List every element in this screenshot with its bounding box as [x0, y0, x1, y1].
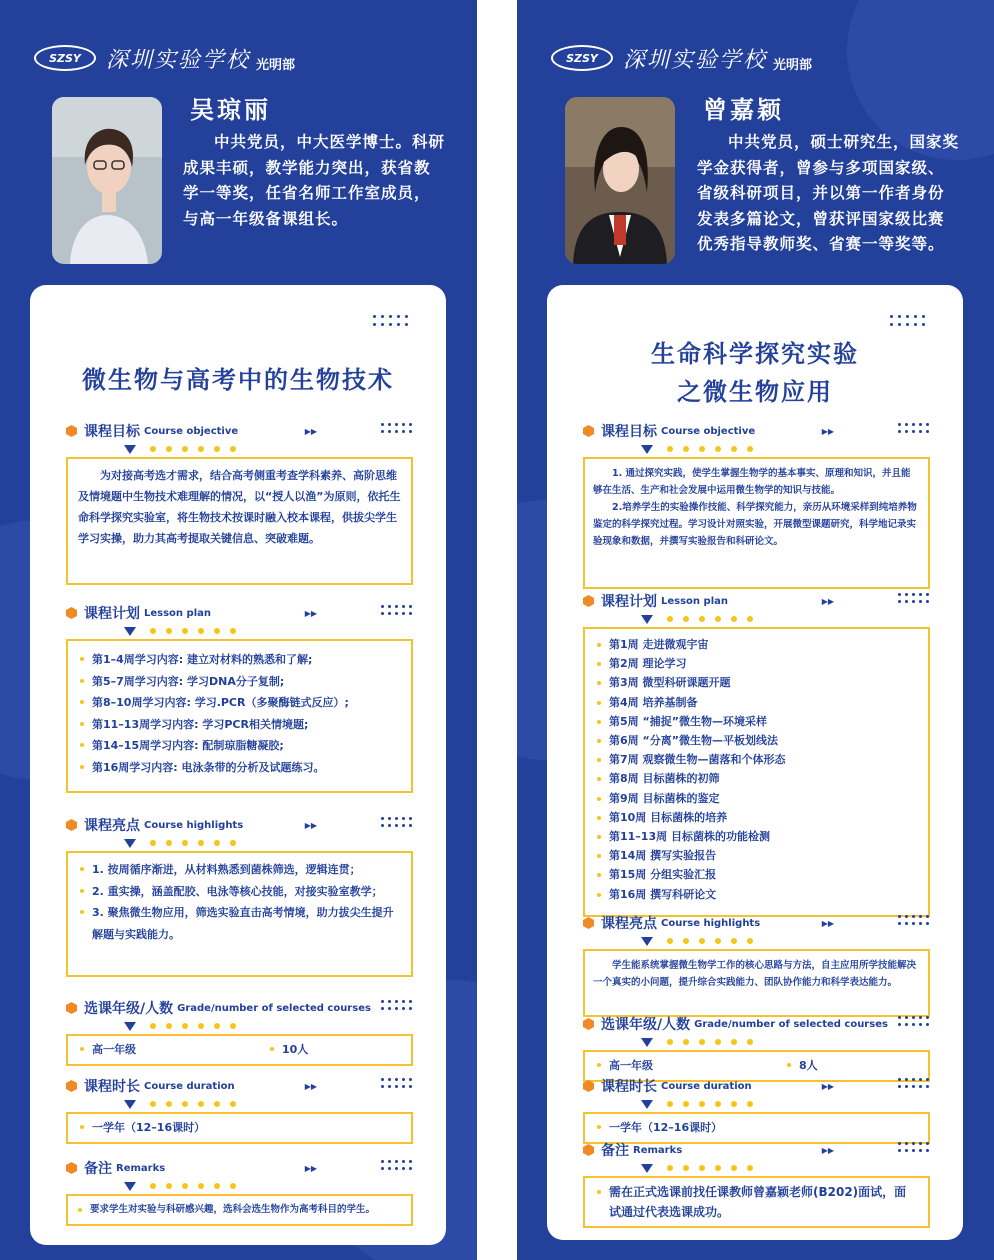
objective-text-2: 2.培养学生的实验操作技能、科学探究能力，亲历从环境采样到纯培养物鉴定的科学探究过程。学习设计对照实验，开展微型课题研究，科学地记录实验现象和数据，并撰写实验报告和科研论文。: [593, 502, 917, 547]
teacher-bio: 中共党员，硕士研究生，国家奖学金获得者，曾参与多项国家级、省级科研项目，并以第一作者身份发表多篇论文，曾获评国家级比赛优秀指导教师奖、省赛一等奖等。: [697, 133, 960, 253]
grade-value: 高一年级: [595, 1055, 785, 1077]
section-plan: [66, 603, 413, 793]
dot-grid-decoration: [898, 1142, 930, 1152]
double-arrow-icon: ▶▶: [304, 608, 317, 618]
double-arrow-icon: ▶▶: [821, 918, 834, 928]
down-triangle-icon: [641, 1164, 653, 1173]
course-title: 微生物与高考中的生物技术: [82, 366, 394, 394]
list-item: 第11–13周 目标菌株的功能检测: [595, 827, 918, 846]
section-title-en: Grade/number of selected courses: [694, 1018, 888, 1030]
down-triangle-icon: [124, 1100, 136, 1109]
section-grade: [583, 1014, 930, 1082]
double-arrow-icon: ▶▶: [304, 1081, 317, 1091]
dot-grid-decoration: [890, 315, 928, 326]
branch-name: 光明部: [773, 57, 813, 73]
list-item: 第4周 培养基制备: [595, 693, 918, 712]
down-triangle-icon: [124, 1182, 136, 1191]
hexagon-icon: [583, 1144, 594, 1156]
grade-value: 高一年级: [78, 1039, 268, 1061]
double-arrow-icon: ▶▶: [821, 596, 834, 606]
section-connector: [124, 441, 413, 457]
dot-grid-decoration: [381, 817, 413, 827]
hexagon-icon: [66, 607, 77, 619]
section-title-en: Lesson plan: [144, 607, 211, 619]
course-card: [547, 285, 963, 1240]
double-arrow-icon: ▶▶: [821, 426, 834, 436]
right-poster: [517, 0, 994, 1260]
section-title: 备注: [601, 1143, 629, 1159]
hexagon-icon: [583, 1080, 594, 1092]
hexagon-icon: [583, 425, 594, 437]
course-title-line2: 之微生物应用: [677, 378, 833, 406]
section-content: [583, 627, 930, 917]
section-remarks: [66, 1158, 413, 1226]
section-connector: [641, 1096, 930, 1112]
section-connector: [641, 1160, 930, 1176]
section-highlights: [583, 913, 930, 1017]
list-item: 第3周 微型科研课题开题: [595, 673, 918, 692]
dot-grid-decoration: [373, 315, 411, 326]
dot-grid-decoration: [381, 605, 413, 615]
section-title-en: Lesson plan: [661, 595, 728, 607]
section-title-en: Course duration: [661, 1080, 752, 1092]
section-content: [66, 457, 413, 585]
section-grade: [66, 998, 413, 1066]
teacher-bio: 中共党员，中大医学博士。科研成果丰硕，教学能力突出，获省教学一等奖，任省名师工作室成员，与高一年级备课组长。: [183, 133, 446, 228]
section-title-en: Course duration: [144, 1080, 235, 1092]
list-item: 第7周 观察微生物—菌落和个体形态: [595, 750, 918, 769]
branch-name: 光明部: [256, 57, 296, 73]
school-brand: [34, 40, 295, 76]
down-triangle-icon: [124, 839, 136, 848]
hexagon-icon: [66, 819, 77, 831]
section-title: 课程时长: [84, 1079, 140, 1095]
left-poster: [0, 0, 477, 1260]
list-item: 第16周 撰写科研论文: [595, 885, 918, 904]
hexagon-icon: [66, 1002, 77, 1014]
section-connector: [641, 933, 930, 949]
down-triangle-icon: [124, 1022, 136, 1031]
list-item: 第16周学习内容: 电泳条带的分析及试题练习。: [78, 757, 401, 779]
section-title: 课程亮点: [84, 818, 140, 834]
section-title: 备注: [84, 1161, 112, 1177]
down-triangle-icon: [641, 1100, 653, 1109]
section-connector: [641, 611, 930, 627]
section-title: 课程目标: [84, 424, 140, 440]
list-item: 第9周 目标菌株的鉴定: [595, 789, 918, 808]
double-arrow-icon: ▶▶: [304, 1163, 317, 1173]
list-item: 第8周 目标菌株的初筛: [595, 769, 918, 788]
section-remarks: [583, 1140, 930, 1228]
double-arrow-icon: ▶▶: [821, 1081, 834, 1091]
section-title-en: Course highlights: [661, 917, 761, 929]
down-triangle-icon: [124, 445, 136, 454]
hexagon-icon: [583, 595, 594, 607]
section-content: [583, 949, 930, 1017]
section-title: 课程亮点: [601, 916, 657, 932]
section-title-en: Course objective: [144, 425, 239, 437]
section-plan: [583, 591, 930, 917]
school-logo: SZSY: [34, 45, 96, 71]
list-item: 第2周 理论学习: [595, 654, 918, 673]
dot-grid-decoration: [381, 1160, 413, 1170]
section-connector: [641, 1034, 930, 1050]
double-arrow-icon: ▶▶: [821, 1145, 834, 1155]
list-item: 1. 按周循序渐进，从材料熟悉到菌株筛选，逻辑连贯；: [78, 859, 401, 881]
section-connector: [124, 1096, 413, 1112]
duration-value: 一学年（12–16课时）: [595, 1117, 918, 1139]
section-title-en: Grade/number of selected courses: [177, 1002, 371, 1014]
hexagon-icon: [66, 425, 77, 437]
down-triangle-icon: [641, 1038, 653, 1047]
highlights-text: 学生能系统掌握微生物学工作的核心思路与方法，自主应用所学技能解决一个真实的小问题，提升综合实践能力、团队协作能力和科学表达能力。: [593, 960, 917, 988]
list-item: 2. 重实操，涵盖配胶、电泳等核心技能，对接实验室教学；: [78, 881, 401, 903]
list-item: 第8–10周学习内容: 学习.PCR（多聚酶链式反应）;: [78, 692, 401, 714]
dot-grid-decoration: [898, 1078, 930, 1088]
section-content: [66, 1194, 413, 1226]
objective-text-1: 1. 通过探究实践，使学生掌握生物学的基本事实、原理和知识，并且能够在生活、生产和社会发展中运用微生物学的知识与技能。: [593, 468, 911, 496]
section-title: 课程计划: [601, 594, 657, 610]
dot-grid-decoration: [898, 915, 930, 925]
list-item: 3. 聚焦微生物应用，筛选实验直击高考情境，助力拔尖生提升解题与实践能力。: [78, 902, 401, 945]
dot-grid-decoration: [381, 1000, 413, 1010]
dot-grid-decoration: [381, 1078, 413, 1088]
section-objective: [583, 421, 930, 589]
course-title-line1: 生命科学探究实验: [651, 340, 859, 368]
down-triangle-icon: [124, 627, 136, 636]
section-title-en: Course objective: [661, 425, 756, 437]
section-title: 课程目标: [601, 424, 657, 440]
section-title-en: Course highlights: [144, 819, 244, 831]
school-name: 深圳实验学校: [623, 47, 768, 73]
hexagon-icon: [583, 917, 594, 929]
hexagon-icon: [66, 1162, 77, 1174]
section-title-en: Remarks: [633, 1144, 683, 1156]
dot-grid-decoration: [898, 423, 930, 433]
section-content: [66, 1034, 413, 1066]
down-triangle-icon: [641, 937, 653, 946]
down-triangle-icon: [641, 445, 653, 454]
remarks-value: 要求学生对实验与科研感兴趣，选科会选生物作为高考科目的学生。: [76, 1200, 403, 1220]
remarks-value: 需在正式选课前找任课教师曾嘉颖老师(B202)面试，面试通过代表选课成功。: [595, 1182, 918, 1222]
hexagon-icon: [583, 1018, 594, 1030]
section-duration: [66, 1076, 413, 1144]
list-item: 第10周 目标菌株的培养: [595, 808, 918, 827]
count-value: 10人: [268, 1039, 308, 1061]
school-logo: SZSY: [551, 45, 613, 71]
list-item: 第5–7周学习内容: 学习DNA分子复制;: [78, 671, 401, 693]
section-title: 选课年级/人数: [84, 1001, 174, 1017]
dot-grid-decoration: [898, 1016, 930, 1026]
section-title-en: Remarks: [116, 1162, 166, 1174]
dot-grid-decoration: [898, 593, 930, 603]
section-connector: [124, 1018, 413, 1034]
list-item: 第14周 撰写实验报告: [595, 846, 918, 865]
objective-text: 为对接高考选才需求，结合高考侧重考查学科素养、高阶思维及情境题中生物技术难理解的情况，以“授人以渔”为原则，依托生命科学探究实验室，将生物技术按课时融入校本课程，供拔尖学生学习实操，助力其高考提取关键信息、突破难题。: [78, 469, 401, 545]
double-arrow-icon: ▶▶: [304, 820, 317, 830]
list-item: 第11–13周学习内容: 学习PCR相关情境题;: [78, 714, 401, 736]
section-connector: [124, 835, 413, 851]
school-name: 深圳实验学校: [106, 47, 251, 73]
count-value: 8人: [785, 1055, 818, 1077]
teacher-name: 吴琼丽: [190, 96, 271, 124]
section-content: [66, 851, 413, 977]
duration-value: 一学年（12–16课时）: [78, 1117, 401, 1139]
teacher-photo: [52, 97, 162, 264]
section-content: [583, 457, 930, 589]
section-content: [66, 1112, 413, 1144]
course-card: [30, 285, 446, 1245]
section-connector: [124, 623, 413, 639]
section-content: [583, 1176, 930, 1228]
double-arrow-icon: ▶▶: [304, 426, 317, 436]
list-item: 第5周 “捕捉”微生物—环境采样: [595, 712, 918, 731]
list-item: 第6周 “分离”微生物—平板划线法: [595, 731, 918, 750]
section-connector: [124, 1178, 413, 1194]
section-content: [66, 639, 413, 793]
section-objective: [66, 421, 413, 585]
list-item: 第1周 走进微观宇宙: [595, 635, 918, 654]
list-item: 第14–15周学习内容: 配制琼脂糖凝胶;: [78, 735, 401, 757]
teacher-name: 曾嘉颖: [703, 96, 784, 124]
list-item: 第1–4周学习内容: 建立对材料的熟悉和了解;: [78, 649, 401, 671]
section-duration: [583, 1076, 930, 1144]
section-highlights: [66, 815, 413, 977]
section-title: 选课年级/人数: [601, 1017, 691, 1033]
section-title: 课程时长: [601, 1079, 657, 1095]
teacher-photo: [565, 97, 675, 264]
section-connector: [641, 441, 930, 457]
section-title: 课程计划: [84, 606, 140, 622]
school-brand: [551, 40, 812, 76]
down-triangle-icon: [641, 615, 653, 624]
dot-grid-decoration: [381, 423, 413, 433]
hexagon-icon: [66, 1080, 77, 1092]
list-item: 第15周 分组实验汇报: [595, 865, 918, 884]
